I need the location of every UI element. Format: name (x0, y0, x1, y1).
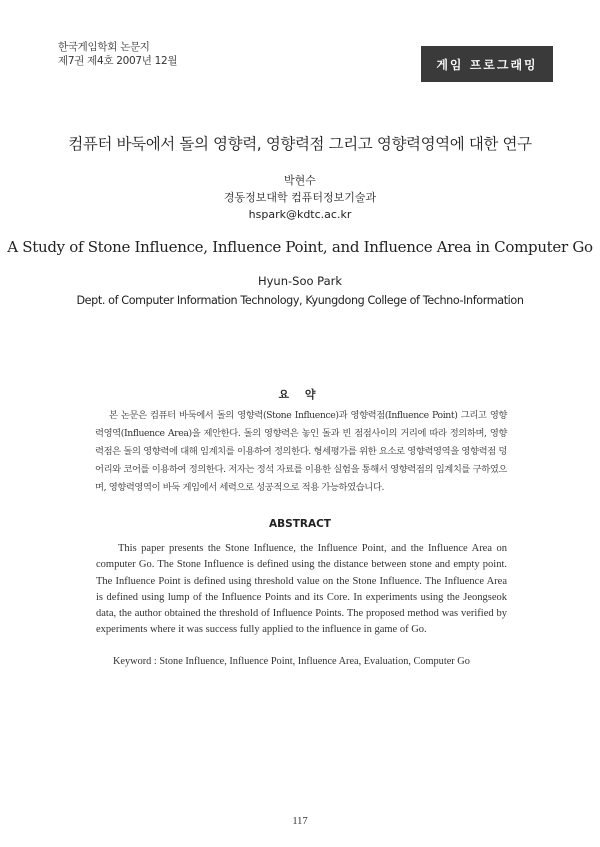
abstract-text: This paper presents the Stone Influence, the Influence Point, and the Influence Area on computer Go. The Stone Influence is defined using the distance between stone and empty point. The Influence Point is defined using threshold value on the Stone Influence. The Influence Area is defined using lump of the Influence Points and its Core. In experiments using the Jeongseok data, the author obtained the threshold of Influence Points. The proposed method was verified by experiments where it was success fully applied to the influence in game of Go. (96, 543, 507, 636)
section-badge: 게임 프로그래밍 (421, 46, 553, 82)
author-email: hspark@kdtc.ac.kr (248, 208, 352, 221)
summary-text: 본 논문은 컴퓨터 바둑에서 돌의 영향력(Stone Influence)과 영향력점(Influence Point) 그리고 영향력영역(Influence Area)을 제안한다. 돌의 영향력은 놓인 돌과 빈 점점사이의 거리에 따라 정의하며, 영향력점은 돌의 영향력에 대해 임계치를 이용하여 정의한다. 형세평가를 위한 요소로 영향력영역을 영향력점 덩어리와 코어를 이용하여 정의한다. 저자는 정석 자료를 이용한 실험을 통해서 영향력점의 임계치를 구하였으며, 영향력영역이 바둑 게임에서 세력으로 성공적으로 적용 가능하였습니다. (95, 410, 507, 493)
summary-heading: 요 약 (278, 388, 322, 401)
english-author: Hyun-Soo Park (257, 274, 343, 288)
english-affiliation: Dept. of Computer Information Technology, Kyungdong College of Techno-Information (76, 294, 524, 307)
page-number: 117 (292, 816, 308, 827)
korean-affiliation: 경동정보대학 컴퓨터정보기술과 (223, 191, 377, 204)
journal-name: 한국게임학회 논문지 (58, 41, 150, 53)
keywords: Keyword : Stone Influence, Influence Point, Influence Area, Evaluation, Computer Go (113, 656, 470, 667)
abstract-heading: ABSTRACT (269, 518, 331, 530)
korean-author-block (0, 172, 600, 223)
korean-title: 컴퓨터 바둑에서 돌의 영향력, 영향력점 그리고 영향력영역에 대한 연구 (68, 135, 532, 153)
journal-issue: 제7권 제4호 2007년 12월 (58, 55, 178, 67)
english-title: A Study of Stone Influence, Influence Point, and Influence Area in Computer Go (7, 238, 593, 256)
journal-header (58, 40, 177, 68)
korean-author: 박현수 (284, 174, 316, 187)
